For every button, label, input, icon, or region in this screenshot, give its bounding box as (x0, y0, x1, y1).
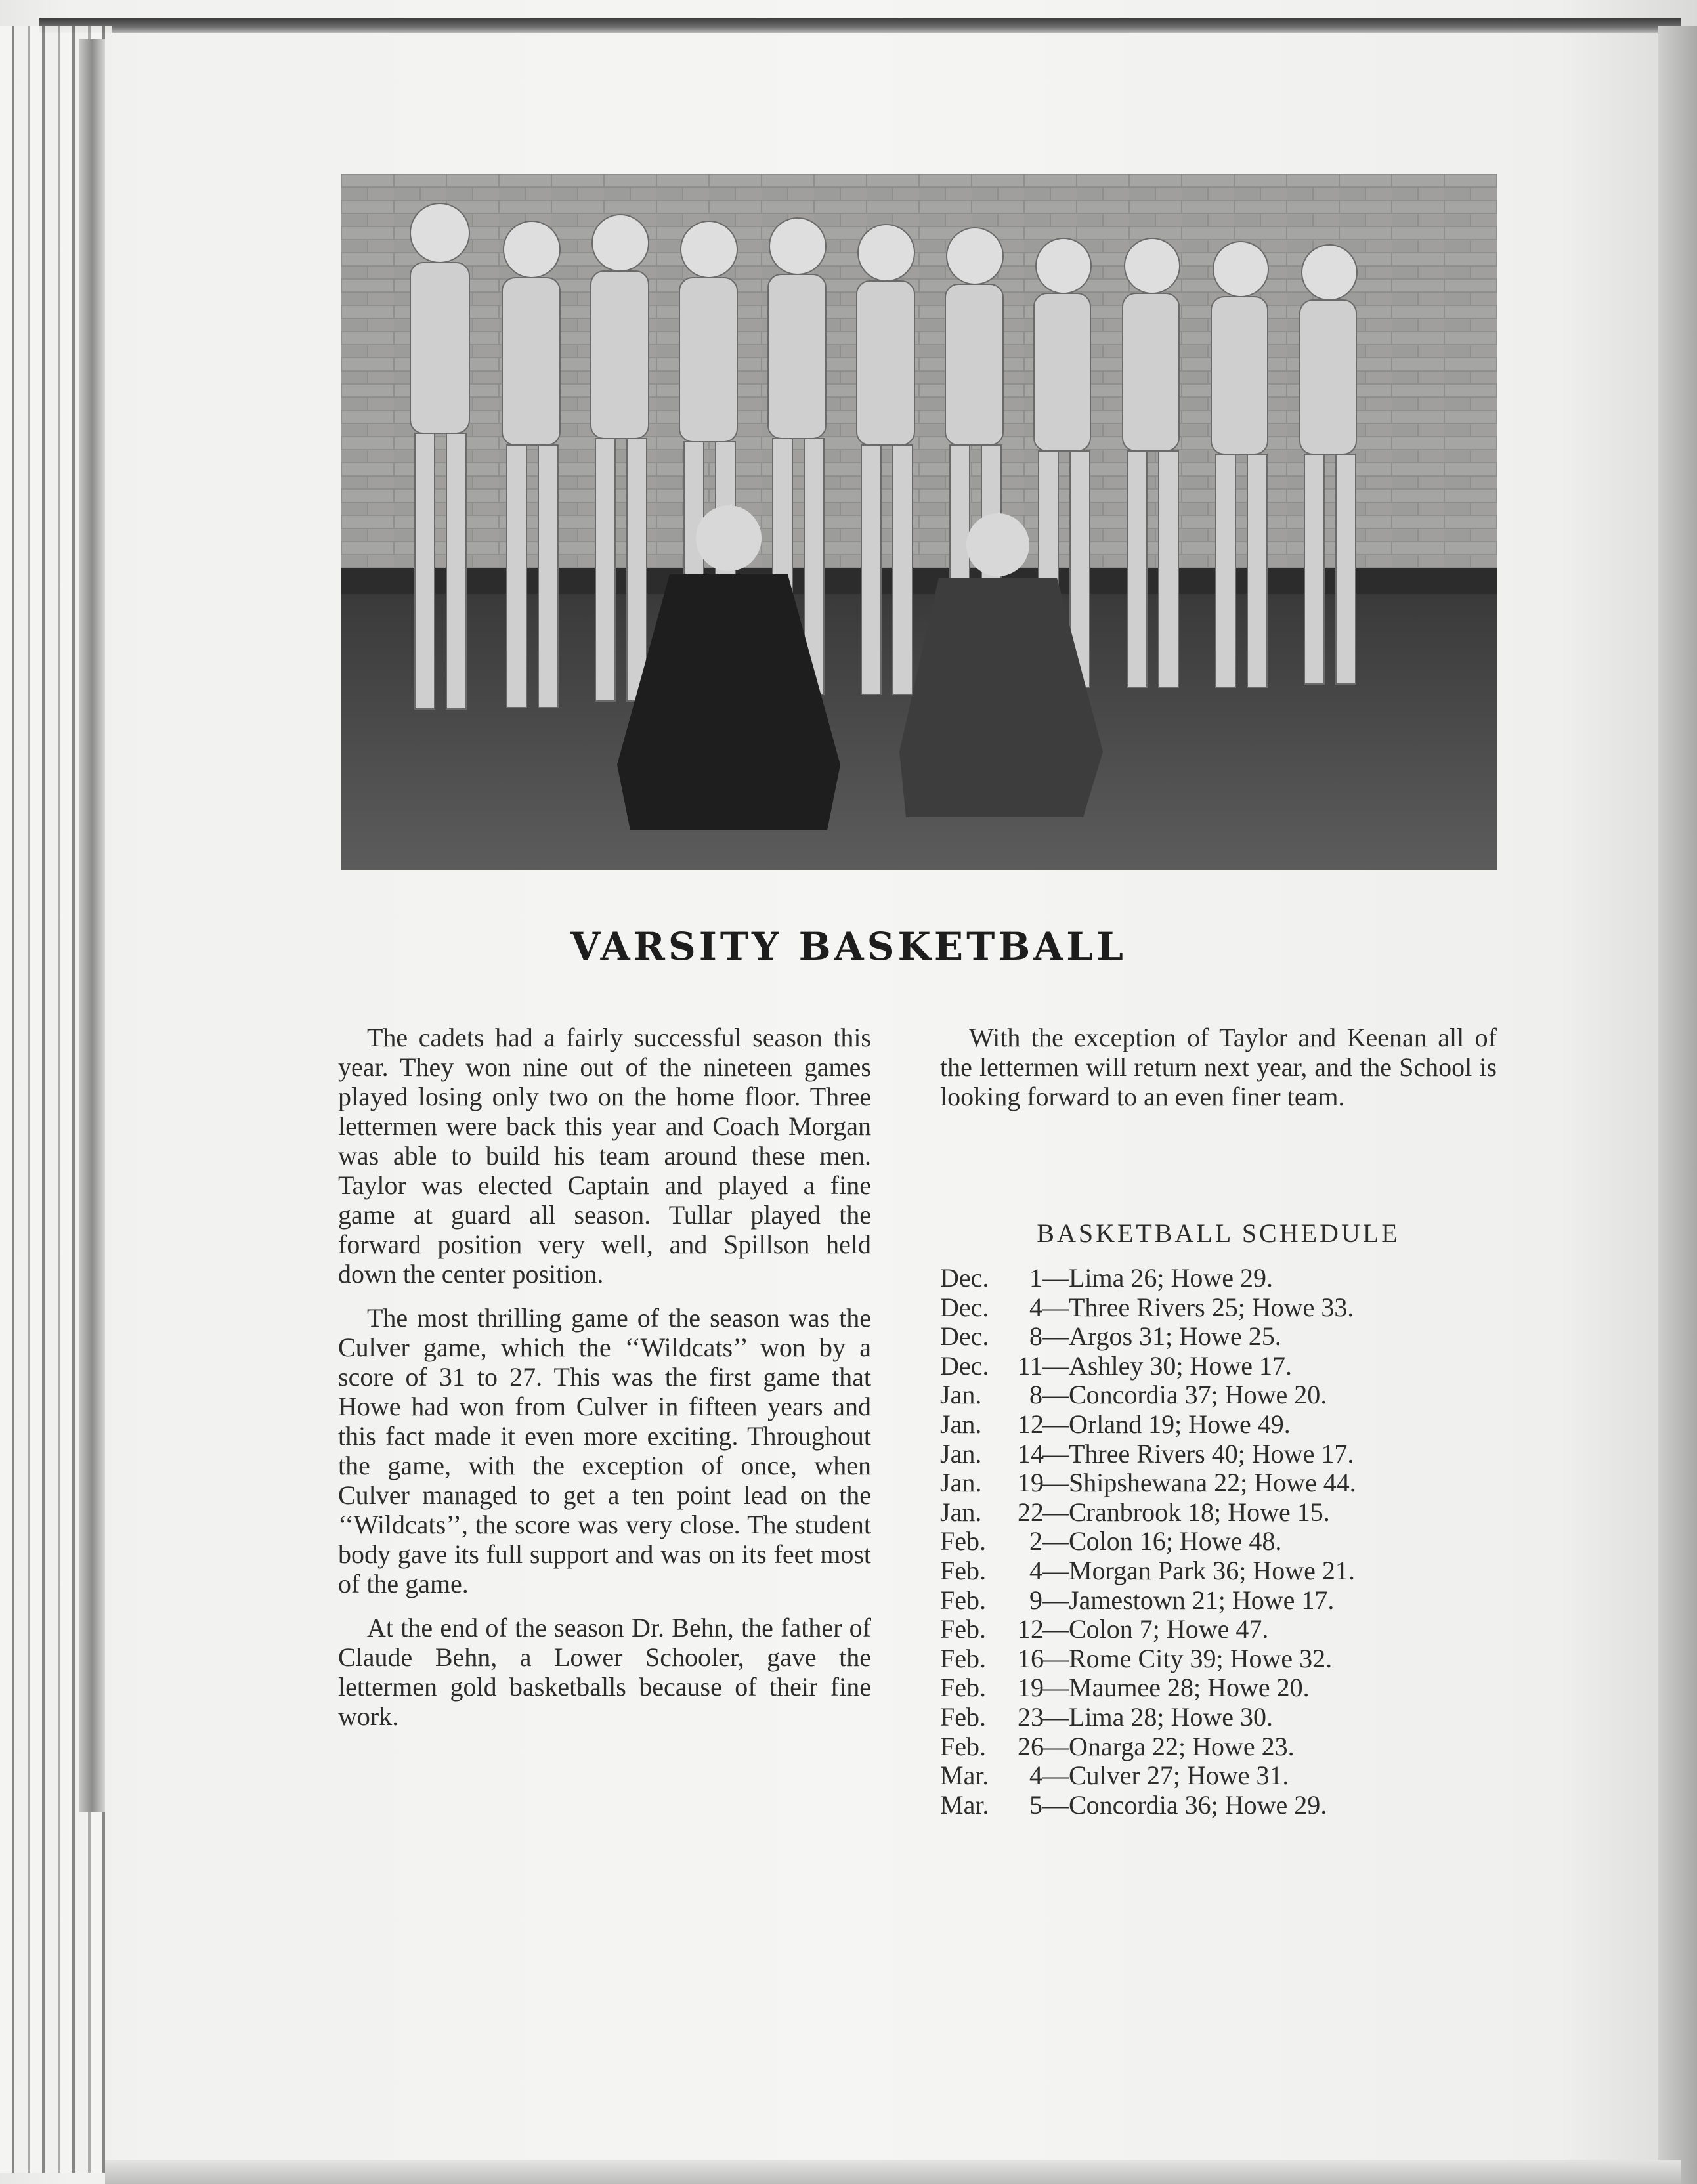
game-day: 14 (1018, 1438, 1044, 1468)
schedule-row (940, 1761, 1505, 1791)
game-month: Feb. (940, 1702, 986, 1732)
team-photo (341, 174, 1497, 870)
game-day: 2 (1029, 1526, 1042, 1556)
schedule-row (940, 1381, 1505, 1410)
game-result: Shipshewana 22; Howe 44. (1069, 1468, 1356, 1498)
game-result: Jamestown 21; Howe 17. (1069, 1585, 1335, 1615)
game-day: 12 (1018, 1614, 1044, 1644)
game-month: Jan. (940, 1497, 982, 1527)
game-day: 16 (1018, 1643, 1044, 1673)
game-dash: — (1042, 1409, 1069, 1439)
schedule-row (940, 1410, 1505, 1440)
schedule-row (940, 1264, 1505, 1293)
game-result: Lima 28; Howe 30. (1069, 1702, 1274, 1732)
game-result: Onarga 22; Howe 23. (1069, 1731, 1295, 1761)
game-dash: — (1042, 1380, 1069, 1410)
game-result: Cranbrook 18; Howe 15. (1069, 1497, 1330, 1527)
game-month: Mar. (940, 1761, 989, 1791)
schedule-row (940, 1732, 1505, 1762)
article-title: VARSITY BASKETBALL (570, 924, 1127, 969)
schedule-row (940, 1498, 1505, 1528)
game-dash: — (1042, 1614, 1069, 1644)
game-result: Culver 27; Howe 31. (1069, 1761, 1289, 1791)
game-dash: — (1042, 1468, 1069, 1498)
game-month: Feb. (940, 1731, 986, 1761)
article-left-column (338, 1023, 871, 1745)
schedule-row (940, 1440, 1505, 1469)
game-dash: — (1042, 1497, 1069, 1527)
game-day: 8 (1029, 1321, 1042, 1352)
game-dash: — (1042, 1263, 1069, 1293)
article-paragraph: At the end of the season Dr. Behn, the father of Claude Behn, a Lower Schooler, gave the lettermen gold basketballs because of their fine work. (338, 1613, 871, 1731)
schedule-row (940, 1586, 1505, 1616)
game-month: Mar. (940, 1789, 989, 1820)
game-dash: — (1042, 1585, 1069, 1615)
game-result: Orland 19; Howe 49. (1069, 1409, 1291, 1439)
schedule-row (940, 1703, 1505, 1732)
schedule-title: BASKETBALL SCHEDULE (1037, 1218, 1400, 1248)
schedule-list (940, 1264, 1505, 1820)
game-month: Feb. (940, 1555, 986, 1585)
schedule-row (940, 1644, 1505, 1674)
game-month: Feb. (940, 1614, 986, 1644)
game-month: Feb. (940, 1643, 986, 1673)
game-month: Jan. (940, 1438, 982, 1468)
game-month: Feb. (940, 1585, 986, 1615)
schedule-row (940, 1352, 1505, 1381)
game-result: Concordia 37; Howe 20. (1069, 1380, 1327, 1410)
game-result: Three Rivers 40; Howe 17. (1069, 1438, 1354, 1468)
game-dash: — (1042, 1350, 1069, 1381)
game-month: Feb. (940, 1526, 986, 1556)
article-right-column (940, 1023, 1497, 1126)
game-day: 4 (1029, 1292, 1042, 1322)
game-day: 26 (1018, 1731, 1044, 1761)
schedule-row (940, 1527, 1505, 1556)
schedule-row (940, 1468, 1505, 1498)
game-day: 19 (1018, 1673, 1044, 1703)
game-month: Jan. (940, 1409, 982, 1439)
game-month: Dec. (940, 1292, 989, 1322)
game-day: 19 (1018, 1468, 1044, 1498)
game-dash: — (1042, 1731, 1069, 1761)
game-day: 1 (1029, 1263, 1042, 1293)
schedule-row (940, 1615, 1505, 1644)
article-paragraph: The most thrilling game of the season was the Culver game, which the ‘‘Wildcats’’ won by a score of 31 to 27. This was the first game that Howe had won from Culver in fifteen years and this fact made it even more exciting. Throughout the game, with the exception of once, when Culver managed to get a ten point lead on the ‘‘Wildcats’’, the score was very close. The student body gave its full support and was on its feet most of the game. (338, 1303, 871, 1598)
game-day: 5 (1029, 1789, 1042, 1820)
game-month: Jan. (940, 1468, 982, 1498)
game-month: Jan. (940, 1380, 982, 1410)
game-result: Morgan Park 36; Howe 21. (1069, 1555, 1355, 1585)
schedule-row (940, 1293, 1505, 1323)
article-paragraph: The cadets had a fairly successful season this year. They won nine out of the nineteen games played losing only two on the home floor. Three lettermen were back this year and Coach Morgan was able to build his team around these men. Taylor was elected Captain and played a fine game at guard all season. Tullar played the forward position very well, and Spillson held down the center position. (338, 1023, 871, 1289)
game-day: 12 (1018, 1409, 1044, 1439)
page-right-edge (1658, 26, 1697, 2184)
schedule-row (940, 1791, 1505, 1820)
game-day: 23 (1018, 1702, 1044, 1732)
game-result: Colon 16; Howe 48. (1069, 1526, 1282, 1556)
game-dash: — (1042, 1321, 1069, 1352)
page-top-edge (39, 18, 1681, 33)
game-dash: — (1042, 1292, 1069, 1322)
schedule-row (940, 1673, 1505, 1703)
game-dash: — (1042, 1526, 1069, 1556)
game-result: Argos 31; Howe 25. (1069, 1321, 1281, 1352)
game-month: Dec. (940, 1350, 989, 1381)
schedule-row (940, 1322, 1505, 1352)
game-result: Three Rivers 25; Howe 33. (1069, 1292, 1354, 1322)
game-dash: — (1042, 1555, 1069, 1585)
game-result: Lima 26; Howe 29. (1069, 1263, 1274, 1293)
game-day: 8 (1029, 1380, 1042, 1410)
game-month: Dec. (940, 1263, 989, 1293)
game-result: Concordia 36; Howe 29. (1069, 1789, 1327, 1820)
article-paragraph: With the exception of Taylor and Keenan all of the lettermen will return next year, and the School is looking forward to an even finer team. (940, 1023, 1497, 1111)
game-day: 4 (1029, 1761, 1042, 1791)
game-month: Dec. (940, 1321, 989, 1352)
game-result: Colon 7; Howe 47. (1069, 1614, 1269, 1644)
game-day: 4 (1029, 1555, 1042, 1585)
schedule-row (940, 1556, 1505, 1586)
team-photo-icon (341, 174, 1497, 870)
game-day: 22 (1018, 1497, 1044, 1527)
game-dash: — (1042, 1702, 1069, 1732)
game-result: Rome City 39; Howe 32. (1069, 1643, 1333, 1673)
game-dash: — (1042, 1761, 1069, 1791)
game-result: Maumee 28; Howe 20. (1069, 1673, 1310, 1703)
game-dash: — (1042, 1789, 1069, 1820)
game-day: 11 (1018, 1350, 1043, 1381)
game-dash: — (1042, 1438, 1069, 1468)
game-result: Ashley 30; Howe 17. (1069, 1350, 1292, 1381)
game-month: Feb. (940, 1673, 986, 1703)
game-day: 9 (1029, 1585, 1042, 1615)
game-dash: — (1042, 1643, 1069, 1673)
page-bottom-edge (105, 2160, 1681, 2184)
game-dash: — (1042, 1673, 1069, 1703)
